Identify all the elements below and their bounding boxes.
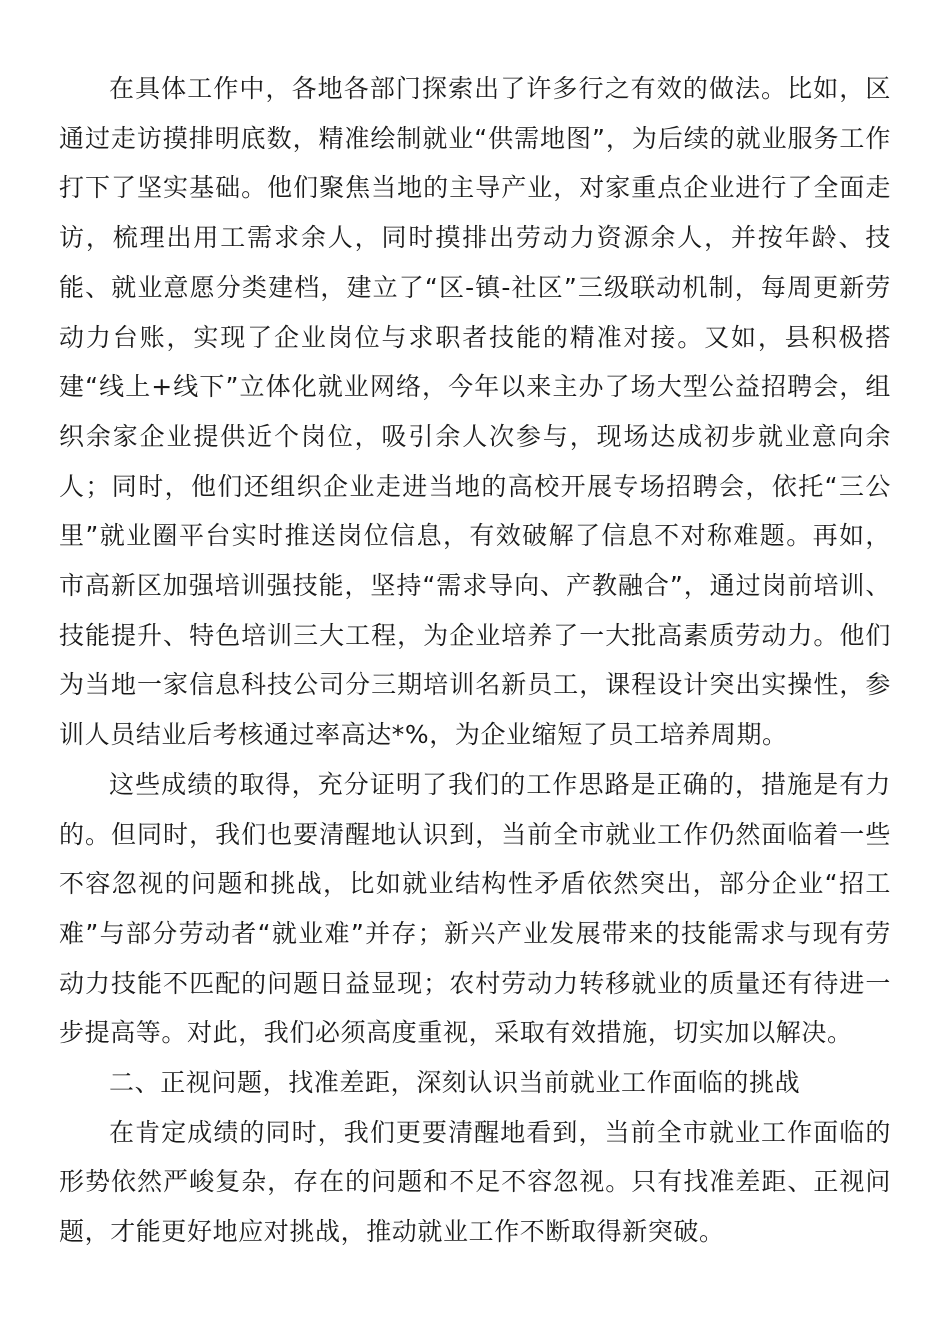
section-heading: 二、正视问题，找准差距，深刻认识当前就业工作面临的挑战: [109, 1068, 801, 1098]
paragraph-achievements: 这些成绩的取得，充分证明了我们的工作思路是正确的，措施是有力的。但同时，我们也要清醒地认识到，当前全市就业工作仍然面临着一些不容忽视的问题和挑战，比如就业结构性矛盾依然突出，部分企业“招工难”与部分劳动者“就业难”并存；新兴产业发展带来的技能需求与现有劳动力技能不匹配的问题日益显现；农村劳动力转移就业的质量还有待进一步提高等。对此，我们必须高度重视，采取有效措施，切实加以解决。: [59, 769, 891, 1048]
paragraph-practices: 在具体工作中，各地各部门探索出了许多行之有效的做法。比如，区通过走访摸排明底数，精准绘制就业“供需地图”，为后续的就业服务工作打下了坚实基础。他们聚焦当地的主导产业，对家重点企业进行了全面走访，梳理出用工需求余人，同时摸排出劳动力资源余人，并按年龄、技能、就业意愿分类建档，建立了“区-镇-社区”三级联动机制，每周更新劳动力台账，实现了企业岗位与求职者技能的精准对接。又如，县积极搭建“线上+线下”立体化就业网络，今年以来主办了场大型公益招聘会，组织余家企业提供近个岗位，吸引余人次参与，现场达成初步就业意向余人；同时，他们还组织企业走进当地的高校开展专场招聘会，依托“三公里”就业圈平台实时推送岗位信息，有效破解了信息不对称难题。再如，市高新区加强培训强技能，坚持“需求导向、产教融合”，通过岗前培训、技能提升、特色培训三大工程，为企业培养了一大批高素质劳动力。他们为当地一家信息科技公司分三期培训名新员工，课程设计突出实操性，参训人员结业后考核通过率高达*%，为企业缩短了员工培养周期。: [59, 74, 891, 750]
document-body: [59, 64, 891, 1257]
paragraph-challenges: 在肯定成绩的同时，我们更要清醒地看到，当前全市就业工作面临的形势依然严峻复杂，存在的问题和不足不容忽视。只有找准差距、正视问题，才能更好地应对挑战，推动就业工作不断取得新突破。: [59, 1117, 891, 1247]
